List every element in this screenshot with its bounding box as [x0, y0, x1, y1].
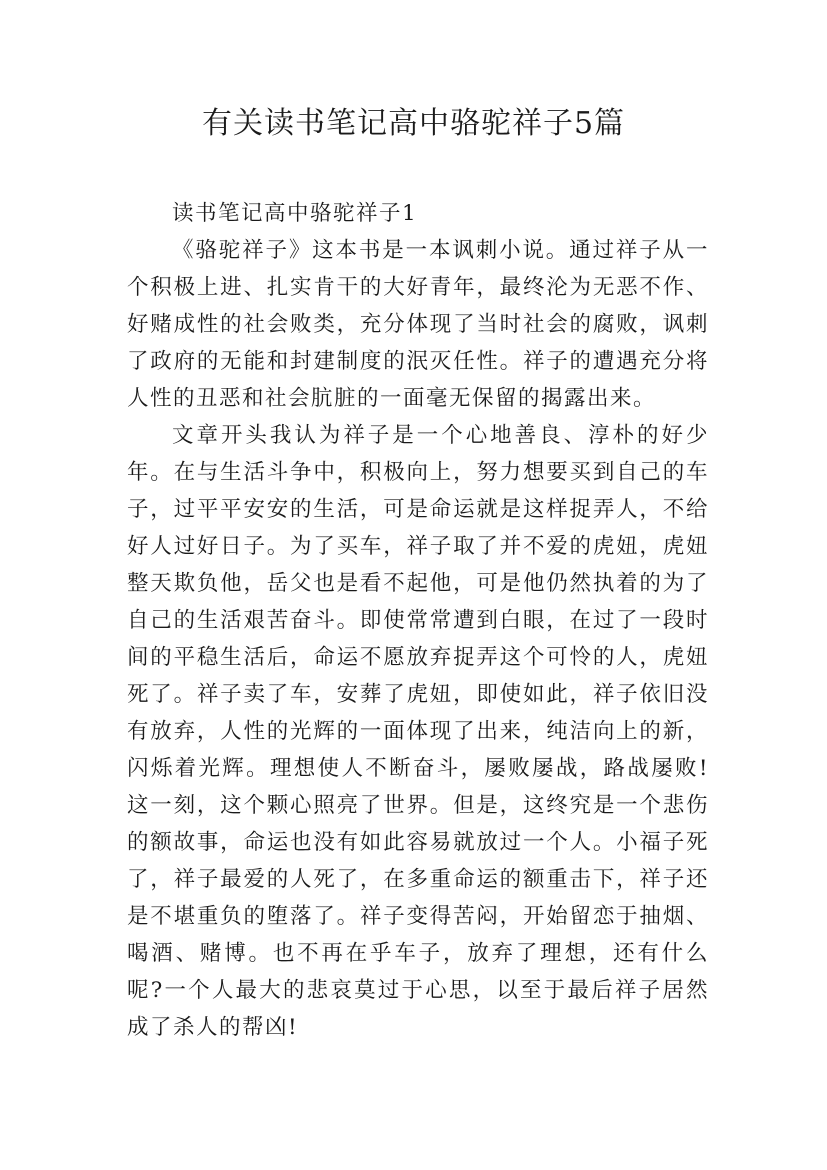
- document-title: 有关读书笔记高中骆驼祥子5篇: [201, 106, 626, 141]
- document-body: [127, 195, 709, 1046]
- paragraph-2: 文章开头我认为祥子是一个心地善良、淳朴的好少年。在与生活斗争中，积极向上，努力想要买到自己的车子，过平平安安的生活，可是命运就是这样捉弄人，不给好人过好日子。为了买车，祥子取了并不爱的虎妞，虎妞整天欺负他，岳父也是看不起他，可是他仍然执着的为了自己的生活艰苦奋斗。即使常常遭到白眼，在过了一段时间的平稳生活后，命运不愿放弃捉弄这个可怜的人，虎妞死了。祥子卖了车，安葬了虎妞，即使如此，祥子依旧没有放弃，人性的光辉的一面体现了出来，纯洁向上的新，闪烁着光辉。理想使人不断奋斗，屡败屡战，路战屡败!这一刻，这个颗心照亮了世界。但是，这终究是一个悲伤的额故事，命运也没有如此容易就放过一个人。小福子死了，祥子最爱的人死了，在多重命运的额重击下，祥子还是不堪重负的堕落了。祥子变得苦闷，开始留恋于抽烟、喝酒、赌博。也不再在乎车子，放弃了理想，还有什么呢?一个人最大的悲哀莫过于心思，以至于最后祥子居然成了杀人的帮凶!: [127, 423, 709, 1040]
- paragraph-1: 《骆驼祥子》这本书是一本讽刺小说。通过祥子从一个积极上进、扎实肯干的大好青年，最终沦为无恶不作、好赌成性的社会败类，充分体现了当时社会的腐败，讽刺了政府的无能和封建制度的泯灭任性。祥子的遭遇充分将人性的丑恶和社会肮脏的一面毫无保留的揭露出来。: [127, 238, 709, 411]
- section-heading: 读书笔记高中骆驼祥子1: [172, 201, 418, 226]
